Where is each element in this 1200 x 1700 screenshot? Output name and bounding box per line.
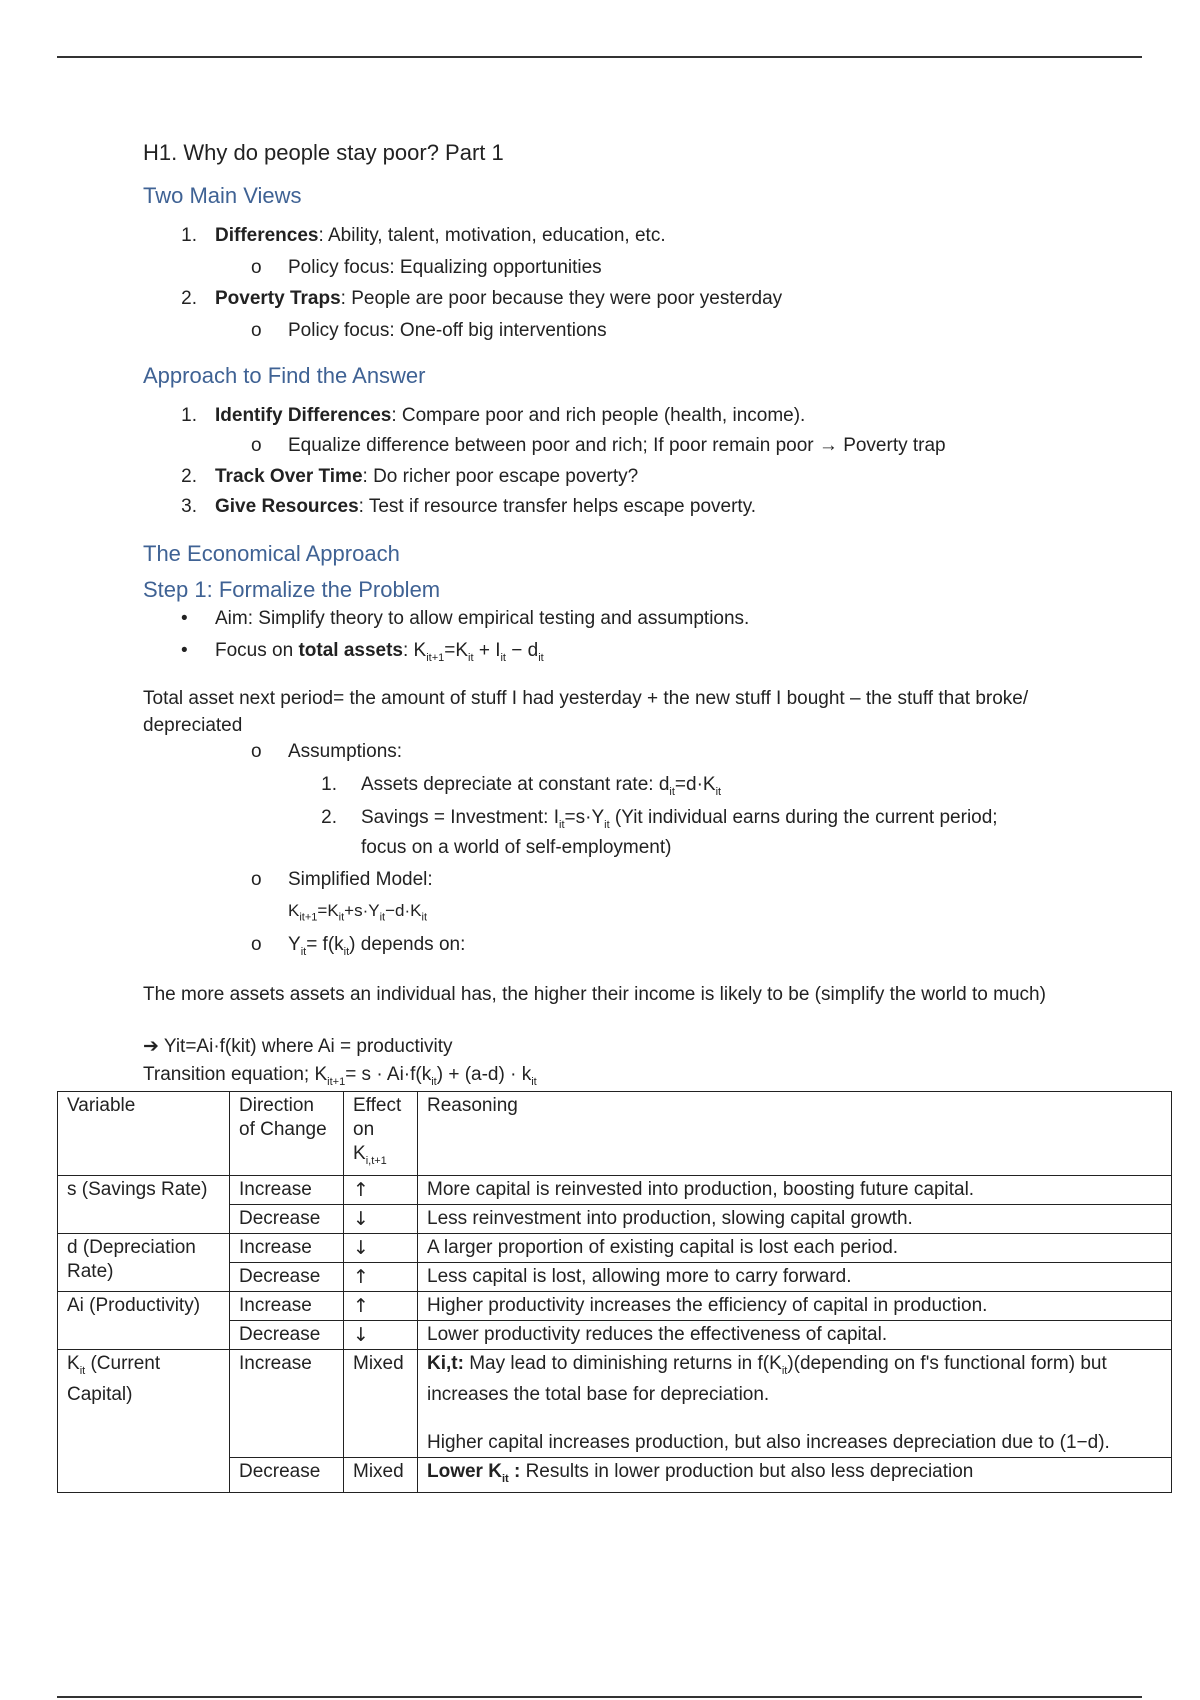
effects-table <box>57 1091 1172 1493</box>
direction-cell: Increase <box>230 1233 344 1262</box>
effect-up-icon: ↑ <box>344 1175 418 1204</box>
reasoning-cell: Less reinvestment into production, slowing capital growth. <box>418 1204 1172 1233</box>
transition-equation: Transition equation; $K_{it+1}= s \cdot Ai\cdot f(k_{it}) + (a-d) \cdot k_{it}$ <box>143 1064 537 1088</box>
sub-bullet-marker: o <box>251 257 262 278</box>
list-number: 3. <box>181 496 197 517</box>
sub-list-item: Equalize difference between poor and rich; If poor remain poor → Poverty trap <box>288 435 946 456</box>
reasoning-cell: Lower $K_{it}$ : Results in lower production but also less depreciation <box>418 1457 1172 1493</box>
effect-up-icon: ↑ <box>344 1262 418 1291</box>
effect-cell: Mixed <box>344 1349 418 1457</box>
variable-cell: d (Depreciation Rate) <box>58 1233 230 1291</box>
table-header-cell: Effect on $K_{i,t+1}$ <box>344 1092 418 1176</box>
list-item: Track Over Time: Do richer poor escape poverty? <box>215 466 639 487</box>
paragraph-total-asset: Total asset next period= the amount of stuff I had yesterday + the new stuff I bought – the stuff that broke/ depreciated <box>143 688 1029 736</box>
list-number: 1. <box>181 405 197 426</box>
table-row <box>58 1175 1172 1204</box>
table-header-cell: Reasoning <box>418 1092 1172 1176</box>
reasoning-cell: Ki,t: May lead to diminishing returns in $f(K_{it})(depending$ on f's functional form) but increases the total base for depreciation. Higher capital increases production, but also increases depreciation due to (1−d). <box>418 1349 1172 1457</box>
model-equation: $K_{it+1}=K_{it}+s\cdot Y_{it}-d\cdot K_{it}$ <box>288 901 427 924</box>
variable-cell: $K_{it}$ (Current Capital) <box>58 1349 230 1493</box>
effect-up-icon: ↑ <box>344 1291 418 1320</box>
reasoning-cell: Higher productivity increases the efficiency of capital in production. <box>418 1291 1172 1320</box>
list-number: 2. <box>181 466 197 487</box>
sub-bullet-marker: o <box>251 869 262 890</box>
direction-cell: Decrease <box>230 1320 344 1349</box>
effect-down-icon: ↓ <box>344 1233 418 1262</box>
assumption-item: Assets depreciate at constant rate: $d_{it}=d\cdot K_{it}$ <box>361 774 722 798</box>
bullet-item: Focus on total assets: $K_{it+1}=K_{it} + I_{it} - d_{it}$ <box>215 640 544 664</box>
direction-cell: Decrease <box>230 1457 344 1493</box>
table-row <box>58 1233 1172 1262</box>
model-label: Simplified Model: <box>288 869 433 890</box>
variable-cell: Ai (Productivity) <box>58 1291 230 1349</box>
assumption-item-continuation: focus on a world of self-employment) <box>361 837 672 858</box>
reasoning-cell: Less capital is lost, allowing more to carry forward. <box>418 1262 1172 1291</box>
sub-bullet-marker: o <box>251 741 262 762</box>
list-number: 1. <box>181 225 197 246</box>
effect-down-icon: ↓ <box>344 1204 418 1233</box>
page-title: H1. Why do people stay poor? Part 1 <box>143 140 504 165</box>
list-item: Poverty Traps: People are poor because they were poor yesterday <box>215 288 783 309</box>
section-heading-two-main-views: Two Main Views <box>143 183 302 208</box>
table-row <box>58 1291 1172 1320</box>
section-subheading-step1: Step 1: Formalize the Problem <box>143 577 441 602</box>
assumptions-label: Assumptions: <box>288 741 403 762</box>
sub-bullet-marker: o <box>251 435 262 456</box>
arrow-line: ➔ Yit=Ai·f(kit) where Ai = productivity <box>143 1035 453 1057</box>
bottom-rule <box>57 1696 1142 1698</box>
bullet-marker: • <box>181 640 188 661</box>
table-header-cell: Direction of Change <box>230 1092 344 1176</box>
sub-bullet-marker: o <box>251 934 262 955</box>
list-number: 2. <box>321 807 337 828</box>
reasoning-cell: Lower productivity reduces the effectiveness of capital. <box>418 1320 1172 1349</box>
reasoning-cell: A larger proportion of existing capital is lost each period. <box>418 1233 1172 1262</box>
section-heading-approach: Approach to Find the Answer <box>143 363 426 388</box>
top-rule <box>57 56 1142 58</box>
sub-list-item: Policy focus: One-off big interventions <box>288 320 607 341</box>
production-function: $Y_{it}= f(k_{it})$ depends on: <box>288 934 466 958</box>
direction-cell: Increase <box>230 1349 344 1457</box>
table-header-cell: Variable <box>58 1092 230 1176</box>
list-number: 1. <box>321 774 337 795</box>
bullet-marker: • <box>181 608 188 629</box>
direction-cell: Increase <box>230 1291 344 1320</box>
arrow-right-icon: ➔ <box>143 1035 159 1057</box>
reasoning-cell: More capital is reinvested into production, boosting future capital. <box>418 1175 1172 1204</box>
bullet-item: Aim: Simplify theory to allow empirical testing and assumptions. <box>215 608 750 629</box>
sub-bullet-marker: o <box>251 320 262 341</box>
effect-cell: Mixed <box>344 1457 418 1493</box>
section-heading-economical-approach: The Economical Approach <box>143 541 400 566</box>
direction-cell: Decrease <box>230 1204 344 1233</box>
list-number: 2. <box>181 288 197 309</box>
list-item: Identify Differences: Compare poor and rich people (health, income). <box>215 405 806 426</box>
table-row <box>58 1349 1172 1457</box>
effect-down-icon: ↓ <box>344 1320 418 1349</box>
list-item: Give Resources: Test if resource transfer helps escape poverty. <box>215 496 757 517</box>
list-item: Differences: Ability, talent, motivation, education, etc. <box>215 225 666 246</box>
sub-list-item: Policy focus: Equalizing opportunities <box>288 257 602 278</box>
direction-cell: Increase <box>230 1175 344 1204</box>
variable-cell: s (Savings Rate) <box>58 1175 230 1233</box>
table-header-row <box>58 1092 1172 1176</box>
assumption-item: Savings = Investment: $I_{it}=s\cdot Y_{it}$ (Yit individual earns during the current period; <box>361 807 998 831</box>
paragraph-more-assets: The more assets assets an individual has, the higher their income is likely to be (simplify the world to much) <box>143 984 1046 1005</box>
direction-cell: Decrease <box>230 1262 344 1291</box>
